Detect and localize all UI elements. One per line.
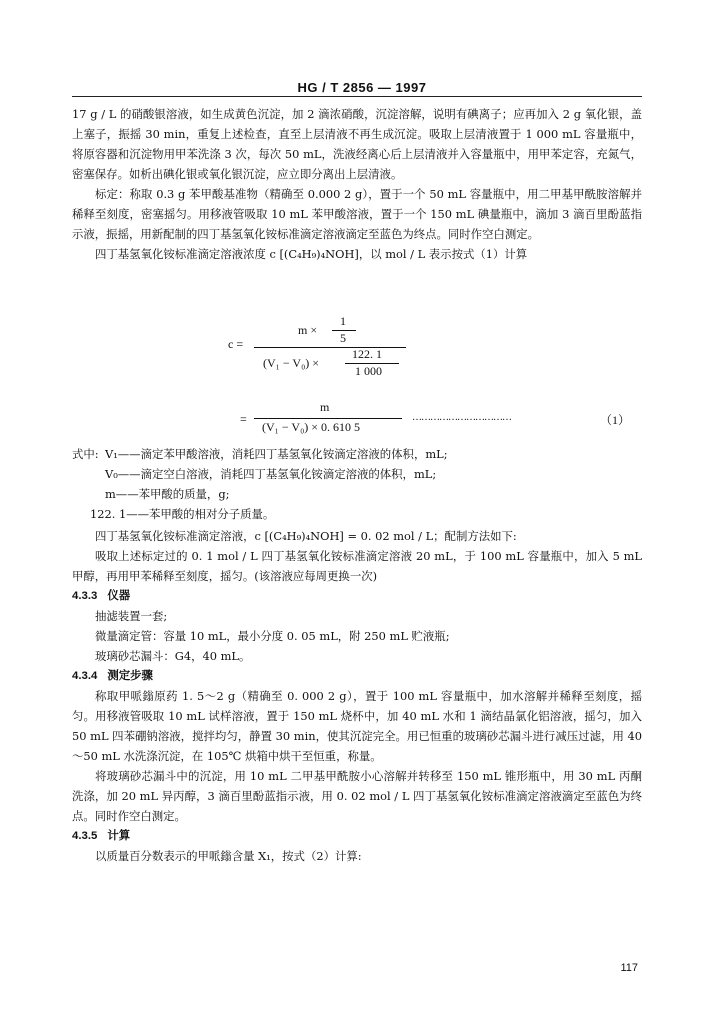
text-block-mid [72,526,642,866]
formula-inner-den: 5 [340,331,346,345]
instrument-item: 抽滤装置一套; [95,609,168,623]
paragraph-iodide-check: 17 g / L 的硝酸银溶液，如生成黄色沉淀，加 2 滴浓硝酸，沉淀溶解，说明有碘离子；应再加入 2 g 氧化银，盖上塞子，振摇 30 min，重复上述检查，直至上层清液不再生成沉淀。吸取上层清液置于 1 000 mL 容量瓶中，将原容器和沉淀物用甲苯洗涤 3 次，每次 50 mL，洗液经离心后上层清液并入容量瓶中，用甲苯定容，充氮气，密塞保存。如析出碘化银或氧化银沉淀，应立即分离出上层清液。 [72,107,642,181]
where-label: 式中: [72,447,99,461]
instrument-item: 微量滴定管：容量 10 mL，最小分度 0. 05 mL，附 250 mL 贮液瓶; [95,629,450,643]
formula-eq2-den: (V₁ − V₀) × 0. 610 5 [262,420,361,434]
paragraph-002-solution: 四丁基氢氧化铵标准滴定溶液，c [(C₄H₉)₄NOH] = 0. 02 mol / L；配制方法如下: [95,529,517,543]
formula-leader-dots: …………………………… [412,412,511,423]
inner-fraction-line [332,330,356,331]
instrument-item: 玻璃砂芯漏斗：G4，40 mL。 [95,649,251,663]
where-block [72,444,642,524]
standard-header: HG / T 2856 — 1997 [297,80,427,95]
formula-inner-num: 1 [340,314,346,328]
where-item-v0: V₀——滴定空白溶液，消耗四丁基氢氧化铵滴定溶液的体积，mL; [105,467,437,481]
section-heading-433: 4.3.3 仪器 [72,590,131,602]
main-fraction-line [254,347,406,348]
formula-lhs: c = [228,337,244,351]
formula-tag: （1） [600,413,631,427]
paragraph-calc-intro: 以质量百分数表示的甲哌鎓含量 X₁，按式（2）计算: [95,849,362,863]
formula-den-frac-den: 1 000 [355,364,382,378]
section-heading-434: 4.3.4 测定步骤 [72,670,153,682]
formula-eq2-num: m [320,400,330,414]
paragraph-dilution: 吸取上述标定过的 0. 1 mol / L 四丁基氢氧化铵标准滴定溶液 20 mL，于 100 mL 容量瓶中，加入 5 mL 甲醇，再用甲苯稀释至刻度，摇匀。(该溶液应每周更换一次) [72,549,642,583]
formula-den-prefix: (V₁ − V₀) × [263,356,320,370]
where-item-v1: V₁——滴定苯甲酸溶液，消耗四丁基氢氧化铵滴定溶液的体积，mL; [105,447,448,461]
paragraph-calibration: 标定：称取 0.3 g 苯甲酸基准物（精确至 0.000 2 g），置于一个 50 mL 容量瓶中，用二甲基甲酰胺溶解并稀释至刻度，密塞摇匀。用移液管吸取 10 mL 苯甲酸溶液，置于一个 150 mL 碘量瓶中，滴加 3 滴百里酚蓝指示液，振摇，用新配制的四丁基氢氧化铵标准滴定溶液滴定至蓝色为终点。同时作空白测定。 [72,187,642,241]
formula-num-prefix: m × [298,323,318,337]
page-number: 117 [620,962,638,974]
where-item-m: m——苯甲酸的质量，g; [105,487,230,501]
paragraph-procedure-1: 称取甲哌鎓原药 1. 5～2 g（精确至 0. 000 2 g），置于 100 mL 容量瓶中，加水溶解并稀释至刻度，摇匀。用移液管吸取 10 mL 试样溶液，置于 150 mL 烧杯中，加 40 mL 水和 1 滴结晶氯化铝溶液，摇匀，加入 50 mL 四苯硼钠溶液，搅拌均匀，静置 30 min，使其沉淀完全。用已恒重的玻璃砂芯漏斗进行减压过滤，用 40～50 mL 水洗涤沉淀，在 105℃ 烘箱中烘干至恒重，称量。 [72,689,642,763]
formula-eq2-prefix: = [240,412,247,426]
where-item-mw: 122. 1——苯甲酸的相对分子质量。 [90,507,275,521]
eq2-fraction-line [254,418,402,419]
paragraph-procedure-2: 将玻璃砂芯漏斗中的沉淀，用 10 mL 二甲基甲酰胺小心溶解并转移至 150 mL 锥形瓶中，用 30 mL 丙酮洗涤，加 20 mL 异丙醇，3 滴百里酚蓝指示液，用 0. 02 mol / L 四丁基氢氧化铵标准滴定溶液滴定至蓝色为终点。同时作空白测定。 [72,769,642,823]
paragraph-formula-intro: 四丁基氢氧化铵标准滴定溶液浓度 c [(C₄H₉)₄NOH]，以 mol / L 表示按式（1）计算 [95,247,528,261]
header-rule [72,96,642,97]
section-heading-435: 4.3.5 计算 [72,830,131,842]
den-fraction-line [345,363,399,364]
text-block-top [72,104,642,264]
formula-den-frac-num: 122. 1 [352,347,382,361]
